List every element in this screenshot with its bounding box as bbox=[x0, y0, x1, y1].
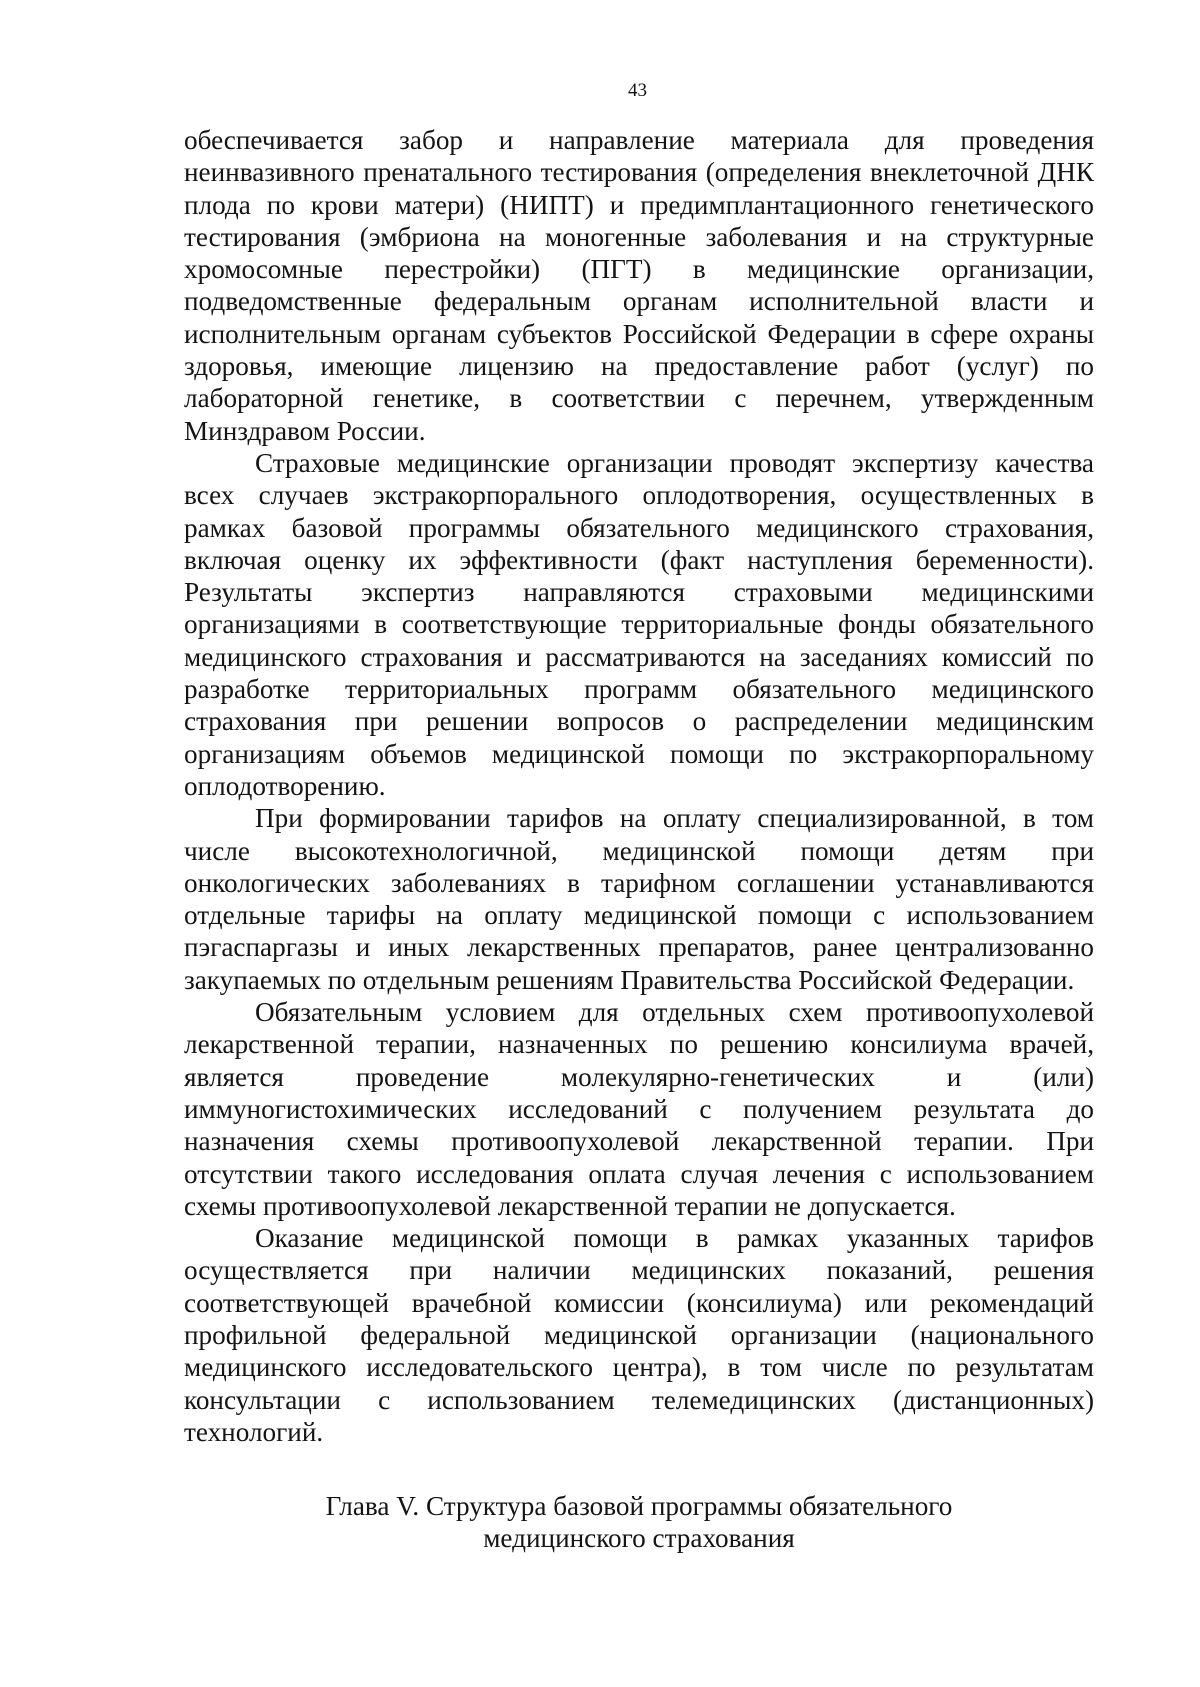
page-number: 43 bbox=[628, 80, 647, 101]
chapter-title-line-1: Глава V. Структура базовой программы обязательного bbox=[325, 1491, 953, 1521]
chapter-title-line-2: медицинского страхования bbox=[483, 1523, 795, 1554]
chapter-title bbox=[184, 1490, 1094, 1555]
paragraph-care-provision: Оказание медицинской помощи в рамках указанных тарифов осуществляется при наличии медицинских показаний, решения соответствующей врачебной комиссии (консилиума) или рекомендаций профильной федеральной медицинской организации (национального медицинского исследовательского центра), в том числе по результатам консультации с использованием телемедицинских (дистанционных) технологий. bbox=[184, 1223, 1094, 1447]
body-text bbox=[184, 124, 1094, 1448]
paragraph-insurance-expertise: Страховые медицинские организации проводят экспертизу качества всех случаев экстракорпорального оплодотворения, осуществленных в рамках базовой программы обязательного медицинского страхования, включая оценку их эффективности (факт наступления беременности). Результаты экспертиз направляются страховыми медицинскими организациями в соответствующие территориальные фонды обязательного медицинского страхования и рассматриваются на заседаниях комиссий по разработке территориальных программ обязательного медицинского страхования при решении вопросов о распределении медицинским организациям объемов медицинской помощи по экстракорпоральному оплодотворению. bbox=[184, 447, 1094, 801]
paragraph-continuation: обеспечивается забор и направление материала для проведения неинвазивного пренатального тестирования (определения внеклеточной ДНК плода по крови матери) (НИПТ) и предимплантационного генетического тестирования (эмбриона на моногенные заболевания и на структурные хромосомные перестройки) (ПГТ) в медицинские организации, подведомственные федеральным органам исполнительной власти и исполнительным органам субъектов Российской Федерации в сфере охраны здоровья, имеющие лицензию на предоставление работ (услуг) по лабораторной генетике, в соответствии с перечнем, утвержденным Минздравом России. bbox=[184, 125, 1094, 446]
paragraph-tariffs-children-oncology: При формировании тарифов на оплату специализированной, в том числе высокотехнологичной, медицинской помощи детям при онкологических заболеваниях в тарифном соглашении устанавливаются отдельные тарифы на оплату медицинской помощи с использованием пэгаспаргазы и иных лекарственных препаратов, ранее централизованно закупаемых по отдельным решениям Правительства Российской Федерации. bbox=[184, 803, 1094, 995]
paragraph-mandatory-condition: Обязательным условием для отдельных схем противоопухолевой лекарственной терапии, назначенных по решению консилиума врачей, является проведение молекулярно-генетических и (или) иммуногистохимических исследований с получением результата до назначения схемы противоопухолевой лекарственной терапии. При отсутствии такого исследования оплата случая лечения с использованием схемы противоопухолевой лекарственной терапии не допускается. bbox=[184, 997, 1094, 1221]
